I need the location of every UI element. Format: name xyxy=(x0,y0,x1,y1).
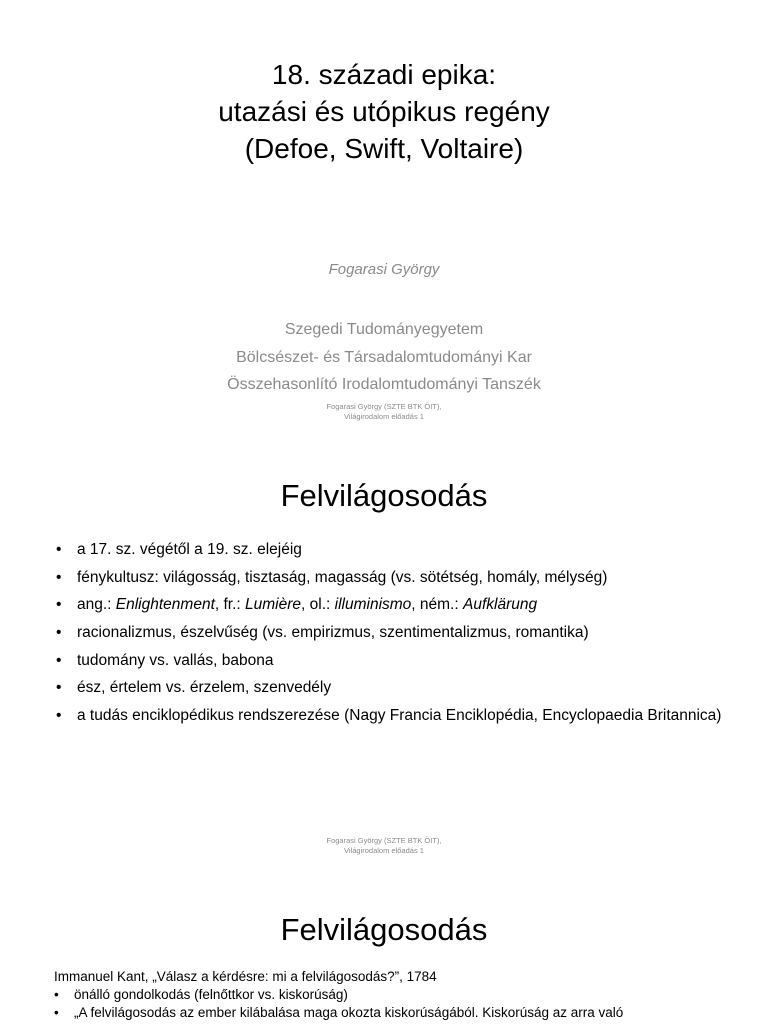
list-item: • önálló gondolkodás (felnőttkor vs. kiskorúság) xyxy=(54,986,724,1004)
list-item: • racionalizmus, észelvűség (vs. empirizmus, szentimentalizmus, romantika) xyxy=(56,623,724,643)
slide-2-heading: Felvilágosodás xyxy=(280,478,488,513)
footer-line: Világirodalom előadás 1 xyxy=(344,412,424,421)
institution xyxy=(0,316,768,399)
list-item: • a tudás enciklopédikus rendszerezése (Nagy Francia Enciklopédia, Encyclopaedia Britannica) xyxy=(56,706,724,726)
author-name: Fogarasi György xyxy=(328,261,440,278)
title-line: (Defoe, Swift, Voltaire) xyxy=(244,133,524,164)
text-italic: Aufklärung xyxy=(462,596,538,614)
list-item: • ész, értelem vs. érzelem, szenvedély xyxy=(56,678,724,698)
institution-line: Összehasonlító Irodalomtudományi Tanszék xyxy=(227,376,541,393)
footer-line: Fogarasi György (SZTE BTK ÖIT), xyxy=(326,836,442,845)
text-part: , ném.: xyxy=(411,596,463,614)
institution-line: Bölcsészet- és Társadalomtudományi Kar xyxy=(236,348,532,366)
footer-line: Fogarasi György (SZTE BTK ÖIT), xyxy=(326,402,442,411)
list-item: • a 17. sz. végétől a 19. sz. elejéig xyxy=(56,540,724,560)
list-item: • tudomány vs. vallás, babona xyxy=(56,651,724,671)
slide-3-body xyxy=(54,968,724,1022)
slide-3-heading: Felvilágosodás xyxy=(280,912,488,947)
title-line: utazási és utópikus regény xyxy=(218,96,550,127)
list-item xyxy=(56,595,724,615)
title-line: 18. századi epika: xyxy=(271,59,497,90)
slide-2-footer xyxy=(0,836,768,856)
text-italic: Lumière xyxy=(245,596,302,614)
text-part: , ol.: xyxy=(301,596,335,614)
footer-line: Világirodalom előadás 1 xyxy=(344,846,424,855)
slide-2-bullet-list xyxy=(56,540,724,734)
text-italic: Enlightenment xyxy=(115,596,215,614)
slide-3-bullet-list xyxy=(54,986,724,1022)
slide-1-footer xyxy=(0,402,768,422)
intro-text: Immanuel Kant, „Válasz a kérdésre: mi a felvilágosodás?”, 1784 xyxy=(54,969,437,984)
list-item: • fénykultusz: világosság, tisztaság, magasság (vs. sötétség, homály, mélység) xyxy=(56,568,724,588)
list-item: • „A felvilágosodás az ember kilábalása maga okozta kiskorúságából. Kiskorúság az arra való xyxy=(54,1004,724,1022)
text-part: ang.: xyxy=(77,596,116,614)
text-italic: illuminismo xyxy=(334,596,412,614)
text-part: , fr.: xyxy=(214,596,246,614)
slide-1-title xyxy=(0,56,768,167)
institution-line: Szegedi Tudományegyetem xyxy=(284,321,484,338)
